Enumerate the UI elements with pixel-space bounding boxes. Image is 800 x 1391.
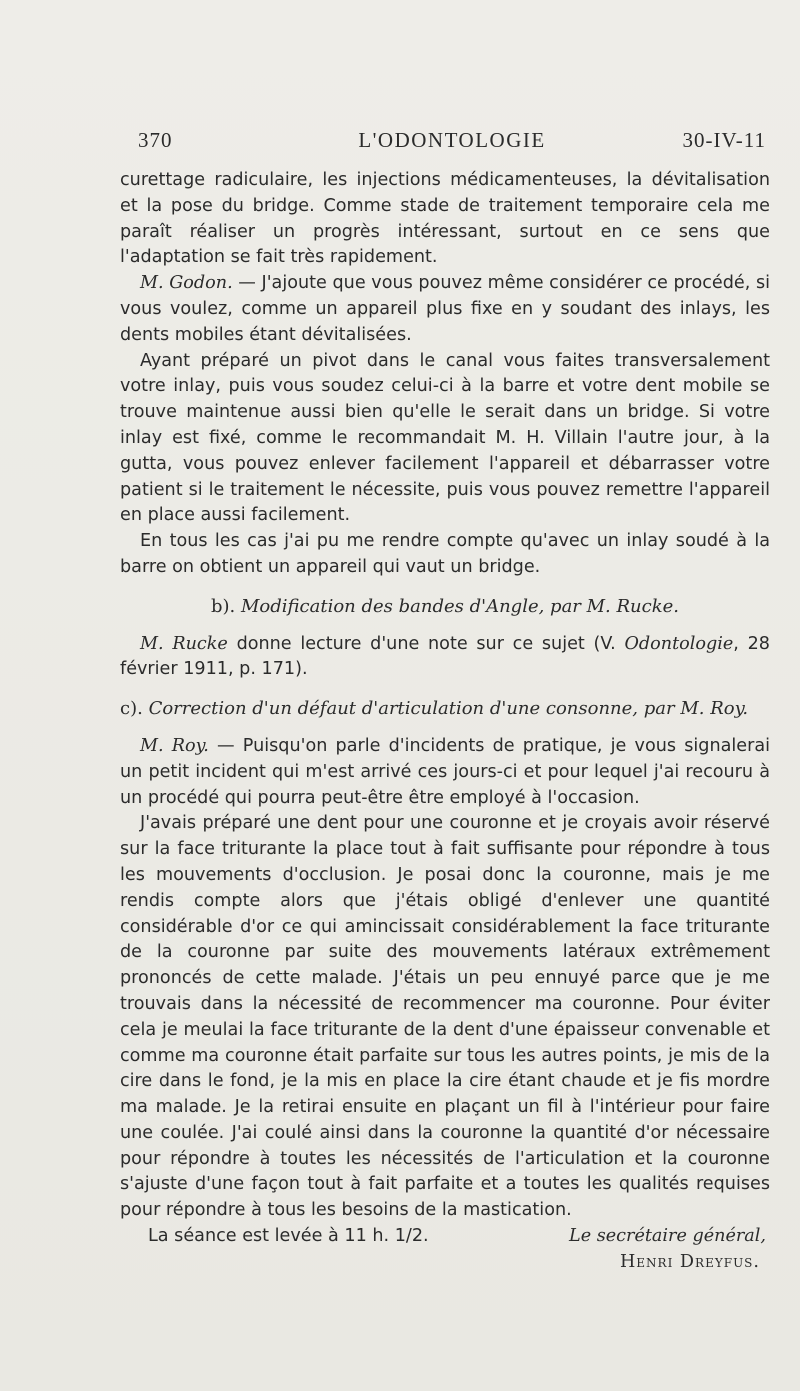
paragraph-4: En tous les cas j'ai pu me rendre compte qu'avec un inlay soudé à la barre on obtient un appareil qui vaut un bridge. — [120, 531, 770, 577]
paragraph-7: J'avais préparé une dent pour une couronne et je croyais avoir réservé sur la face triturante la place tout à fait suffisante pour répondre à tous les mouvements d'occlusion. Je posai donc la couronne, mais je me rendis compte alors que j'étais obligé d'enlever une quantité considérable d'or ce qui amincissait considérablement la face triturante de la couronne par suite des mouvements latéraux extrêmement prononcés de cette malade. J'étais un peu ennuyé parce que je me trouvais dans la nécessité de recommencer ma couronne. Pour éviter cela je meulai la face triturante de la dent d'une épaisseur convenable et comme ma couronne était parfaite sur tous les autres points, je mis de la cire dans le fond, je la mis en place la cire étant chaude et je fis mordre ma malade. Je la retirai ensuite en plaçant un fil à l'intérieur pour faire une coulée. J'ai coulé ainsi dans la couronne la quantité d'or nécessaire pour répondre à toutes les nécessités de l'articulation et la couronne s'ajuste d'une façon tout à fait parfaite et a toutes les qualités requises pour répondre à tous les besoins de la mastication. — [120, 813, 770, 1221]
paragraph-roy — [120, 734, 770, 811]
section-c-heading — [120, 696, 770, 722]
speaker-rucke: M. Rucke — [140, 633, 228, 654]
journal-name: Odontologie — [624, 633, 734, 654]
paragraph-godon — [120, 271, 770, 348]
section-c-number: c). — [120, 698, 143, 720]
roy-remark: — Puisqu'on parle d'incidents de pratique, je vous signalerai un petit incident qui m'est arrivé ces jours-ci et pour lequel j'ai recouru à un procédé qui pourra peut-être être employé à l'occasion. — [120, 735, 770, 808]
paragraph-rucke — [120, 632, 770, 684]
issue-date: 30-IV-11 — [682, 128, 766, 152]
section-b-heading — [120, 594, 770, 620]
secretary-title: Le secrétaire général, — [569, 1226, 766, 1247]
page-number: 370 — [138, 128, 173, 152]
section-c-title: Correction d'un défaut d'articulation d'une consonne, par M. Roy. — [148, 698, 749, 720]
rucke-note-b: , 28 février 1911, p. 171). — [120, 633, 770, 680]
article-body — [120, 168, 770, 1276]
secretary-name: Henri Dreyfus. — [619, 1252, 760, 1273]
section-b-title: Modification des bandes d'Angle, par M. Rucke. — [240, 595, 680, 617]
session-closed-note: La séance est levée à 11 h. 1/2. — [148, 1226, 429, 1247]
speaker-godon: M. Godon. — [140, 273, 233, 294]
rucke-note-a: donne lecture d'une note sur ce sujet (V. — [227, 633, 625, 654]
speaker-roy: M. Roy. — [140, 735, 209, 756]
godon-remark: — J'ajoute que vous pouvez même considérer ce procédé, si vous voulez, comme un appareil plus fixe en y soudant des inlays, les dents mobiles étant dévitalisées. — [120, 273, 771, 345]
running-header — [138, 128, 766, 158]
running-title: L'ODONTOLOGIE — [358, 128, 546, 152]
closing-block — [120, 1224, 770, 1276]
section-b-number: b). — [210, 595, 236, 617]
paragraph-3: Ayant préparé un pivot dans le canal vous faites transversalement votre inlay, puis vous soudez celui-ci à la barre et votre dent mobile se trouve maintenue aussi bien qu'elle le serait dans un bridge. Si votre inlay est fixé, comme le recommandait M. H. Villain l'autre jour, à la gutta, vous pouvez enlever facilement l'appareil et débarrasser votre patient si le traitement le nécessite, puis vous pouvez remettre l'appareil en place aussi facilement. — [120, 350, 770, 526]
paragraph-1: curettage radiculaire, les injections médicamenteuses, la dévitalisation et la pose du bridge. Comme stade de traitement temporaire cela me paraît réaliser un progrès intéressant, surtout en ce sens que l'adaptation se fait très rapidement. — [120, 170, 770, 268]
